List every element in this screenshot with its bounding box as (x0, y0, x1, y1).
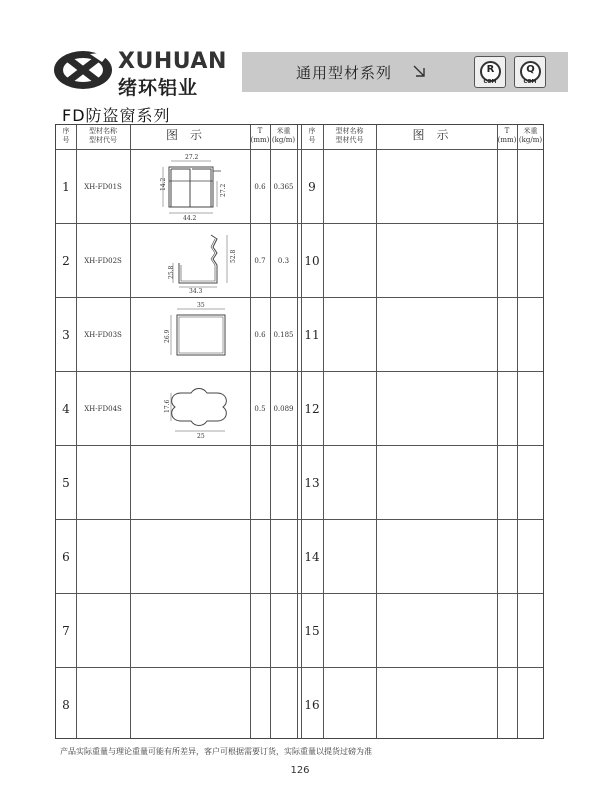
header-figure: 图示 (412, 128, 461, 142)
thickness-value: 0.7 (254, 257, 266, 265)
cert-q-icon: Q COM (514, 56, 546, 88)
brand-logo (52, 46, 242, 99)
svg-text:35: 35 (197, 302, 205, 309)
svg-text:14.2: 14.2 (160, 177, 167, 191)
row-number: 7 (62, 624, 70, 638)
profile-code: XH-FD02S (84, 257, 122, 265)
profile-code: XH-FD01S (84, 183, 122, 191)
header-seq: 序 号 (308, 127, 316, 144)
profile-drawing-fd04s (151, 377, 241, 443)
row-number: 9 (308, 180, 316, 194)
svg-text:34.3: 34.3 (189, 288, 203, 295)
row-number: 10 (304, 254, 320, 268)
page-number: 126 (290, 765, 310, 776)
svg-text:25: 25 (197, 433, 205, 440)
brand-mark-icon (52, 48, 114, 92)
weight-value: 0.089 (273, 405, 294, 413)
header-name: 型材名称 型材代号 (335, 127, 364, 144)
row-number: 12 (304, 402, 320, 416)
row-number: 15 (304, 624, 320, 638)
row-number: 6 (62, 550, 70, 564)
header-name: 型材名称 型材代号 (89, 127, 117, 144)
svg-text:52.8: 52.8 (230, 249, 237, 263)
row-number: 14 (304, 550, 320, 564)
svg-text:26.9: 26.9 (164, 329, 171, 343)
thickness-value: 0.6 (254, 331, 266, 339)
row-number: 16 (304, 698, 320, 712)
profile-drawing-fd02s (151, 229, 241, 295)
weight-value: 0.3 (277, 257, 290, 265)
row-number: 11 (304, 328, 320, 342)
row-number: 13 (304, 476, 320, 490)
svg-text:27.2: 27.2 (220, 183, 227, 197)
header-seq: 序 号 (62, 127, 70, 144)
row-number: 8 (62, 698, 70, 712)
row-number: 3 (62, 328, 70, 342)
arrow-down-right-icon (412, 64, 426, 78)
profile-drawing-fd03s (151, 301, 241, 367)
profile-code: XH-FD03S (84, 331, 122, 339)
weight-value: 0.185 (273, 331, 294, 339)
row-number: 5 (62, 476, 70, 490)
row-number: 1 (62, 180, 70, 194)
thickness-value: 0.5 (254, 405, 266, 413)
cert-r-icon: R COM (474, 56, 506, 88)
row-number: 2 (62, 254, 70, 268)
series-banner (242, 52, 568, 92)
profile-table (55, 124, 544, 739)
brand-name-en: XUHUAN (118, 49, 227, 74)
thickness-value: 0.6 (254, 183, 266, 191)
header-figure: 图示 (165, 128, 214, 142)
profile-drawing-fd01s (151, 153, 241, 221)
row-number: 4 (62, 402, 70, 416)
header-weight: 米重 (kg/m) (518, 127, 543, 144)
svg-text:25.8: 25.8 (168, 265, 175, 279)
header-thickness: T (mm) (250, 127, 270, 144)
page-title: FD防盗窗系列 (62, 106, 171, 125)
brand-name-cn: 绪环铝业 (118, 77, 199, 99)
svg-text:44.2: 44.2 (183, 215, 197, 221)
series-title: 通用型材系列 (296, 64, 393, 82)
profile-code: XH-FD04S (84, 405, 122, 413)
header-thickness: T (mm) (497, 127, 517, 144)
header-weight: 米重 (kg/m) (271, 127, 296, 144)
svg-text:27.2: 27.2 (185, 154, 199, 161)
footnote: 产品实际重量与理论重量可能有所差异，客户可根据需要订货，实际重量以提货过磅为准 (60, 747, 372, 756)
svg-text:17.6: 17.6 (164, 399, 171, 413)
weight-value: 0.365 (273, 183, 294, 191)
